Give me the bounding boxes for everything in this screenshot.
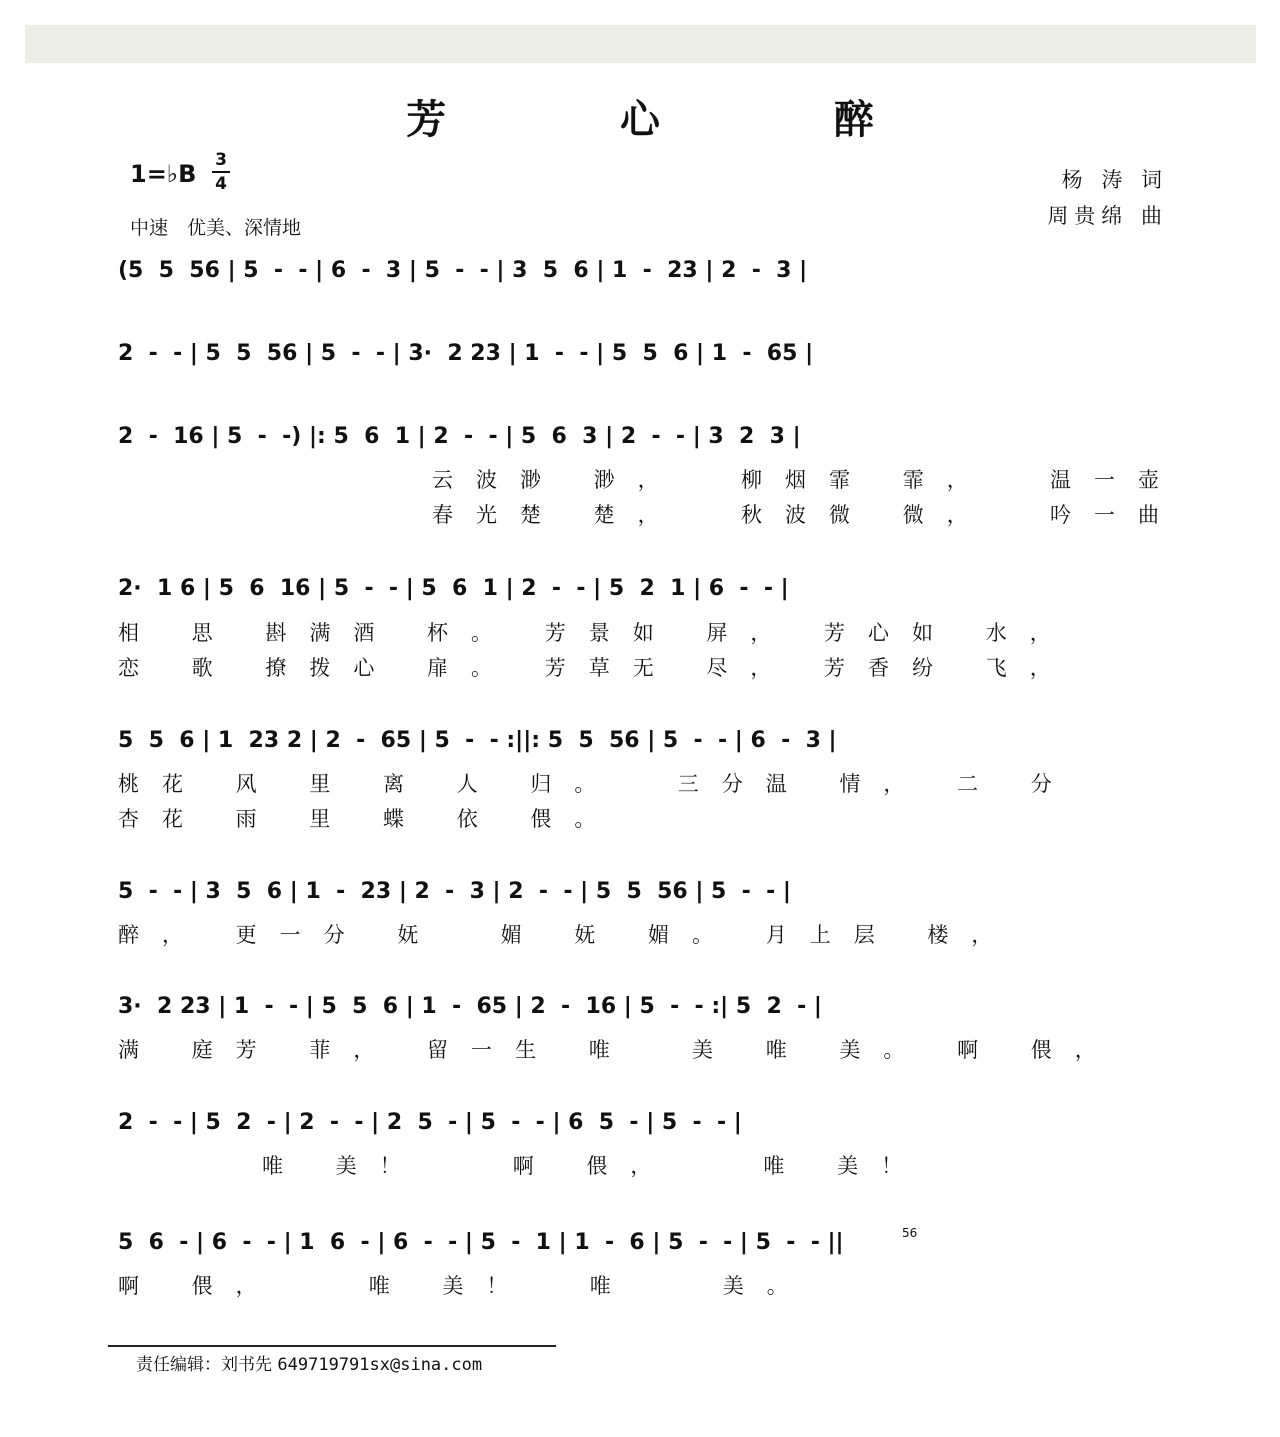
notation-line-5: 5 5 6 | 1 23 2 | 2 - 65 | 5 - - :||: 5 5 56 | 5 - - | 6 - 3 | [118,728,837,753]
time-signature-bottom: 4 [215,174,227,194]
lyrics-line5: 满 庭芳 菲， 留一生 唯 美 唯 美。 啊 偎， [118,1038,1119,1062]
notation-line-6: 5 - - | 3 5 6 | 1 - 23 | 2 - 3 | 2 - - | 5 5 56 | 5 - - | [118,879,791,904]
notation-line-3: 2 - 16 | 5 - -) |: 5 6 1 | 2 - - | 5 6 3 | 2 - - | 3 2 3 | [118,424,801,449]
notation-line-4: 2· 1 6 | 5 6 16 | 5 - - | 5 6 1 | 2 - - | 5 2 1 | 6 - - | [118,576,789,601]
time-signature-top: 3 [215,150,227,170]
editor-email: 649719791sx@sina.com [277,1355,483,1375]
lyrics-verse1-line1: 云波渺 渺， 柳烟霏 霏， 温一壶 [432,468,1183,492]
key-signature: 1=♭B [130,160,197,188]
lyricist-credit: 杨 涛 词 [1061,168,1168,192]
notation-line-1: (5 5 56 | 5 - - | 6 - 3 | 5 - - | 3 5 6 | 1 - 23 | 2 - 3 | [118,258,808,283]
lyrics-verse1-line2: 相 思 斟满酒 杯。 芳景如 屏， 芳心如 水， [118,621,1074,645]
footer-rule [108,1345,556,1347]
song-title: 芳 心 醉 [406,96,954,143]
lyrics-line4: 醉， 更一分 妩 媚 妩 媚。 月上层 楼， [118,923,1016,947]
lyrics-verse2-line2: 恋 歌 撩拨心 扉。 芳草无 尽， 芳香纷 飞， [118,656,1074,680]
notation-line-8: 2 - - | 5 2 - | 2 - - | 2 5 - | 5 - - | 6 5 - | 5 - - | [118,1110,742,1135]
tempo-marking: 中速 优美、深情地 [130,217,302,239]
notation-line-9: 5 6 - | 6 - - | 1 6 - | 6 - - | 5 - 1 | 1 - 6 | 5 - - | 5 - - || [118,1230,844,1255]
lyrics-verse2-line1: 春光楚 楚， 秋波微 微， 吟一曲 [432,503,1183,527]
lyrics-line7: 啊 偎， 唯 美！ 唯 美。 [118,1274,811,1298]
time-signature [212,150,230,194]
lyrics-verse1-line3: 桃花 风 里 离 人 归。 三分温 情， 二 分 [118,772,1075,796]
notation-line-2: 2 - - | 5 5 56 | 5 - - | 3· 2 23 | 1 - - | 5 5 6 | 1 - 65 | [118,341,814,366]
lyrics-line6: 唯 美！ 啊 偎， 唯 美！ [262,1154,926,1178]
notation-line-7: 3· 2 23 | 1 - - | 5 5 6 | 1 - 65 | 2 - 16 | 5 - - :| 5 2 - | [118,994,822,1019]
grace-note: 56 [902,1226,918,1240]
lyrics-verse2-line3: 杏花 雨 里 蝶 依 偎。 [118,807,619,831]
editor-label: 责任编辑：刘书先 [136,1355,272,1375]
editor-credit [136,1350,482,1375]
composer-credit: 周贵绵 曲 [1047,204,1168,228]
top-banner [25,25,1256,63]
